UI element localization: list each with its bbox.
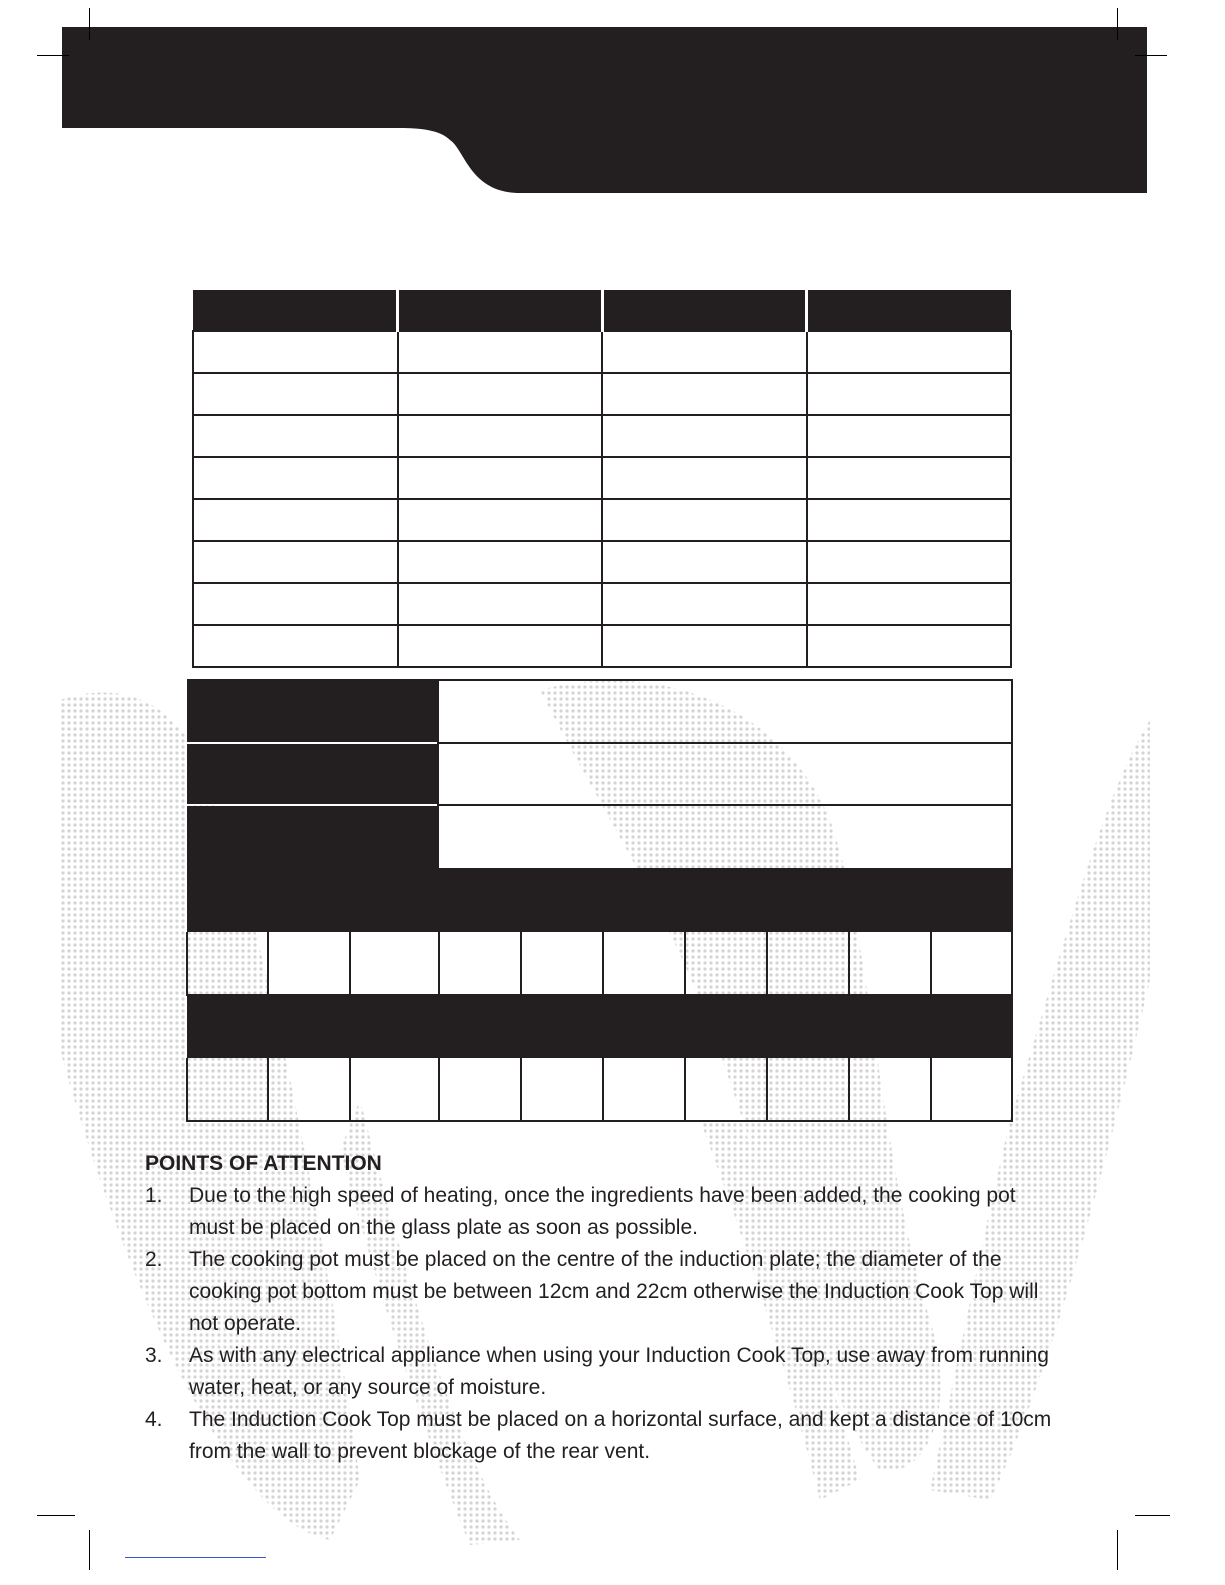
table-cell <box>193 415 398 457</box>
list-text: As with any electrical appliance when using your Induction Cook Top, use away from running water, heat, or any source of moisture. <box>189 1344 1049 1399</box>
level-bar <box>187 996 1013 1058</box>
table-row <box>193 331 1011 373</box>
list-number: 1. <box>145 1184 163 1207</box>
footer-rule <box>125 1557 266 1558</box>
table-row <box>193 373 1011 415</box>
attention-list <box>145 1180 1055 1468</box>
crop-mark <box>1135 1515 1170 1516</box>
list-text: The Induction Cook Top must be placed on a horizontal surface, and kept a distance of 10cm from the wall to prevent blockage of the rear vent. <box>189 1408 1052 1463</box>
table-cell <box>398 583 603 625</box>
table-cell <box>807 373 1012 415</box>
cell-divider <box>1011 1058 1013 1122</box>
cell-divider <box>766 1058 768 1122</box>
table-cell <box>193 625 398 667</box>
table-cell <box>807 583 1012 625</box>
crop-mark <box>37 1515 75 1516</box>
table-row <box>193 541 1011 583</box>
header-banner <box>0 0 1225 200</box>
value-cell <box>437 679 1013 744</box>
crop-mark <box>1117 1530 1118 1570</box>
points-of-attention <box>145 1148 1055 1468</box>
table-cell <box>807 499 1012 541</box>
table-cell <box>193 583 398 625</box>
crop-mark <box>89 8 90 40</box>
table-row <box>193 457 1011 499</box>
value-cell <box>437 804 1013 870</box>
list-number: 2. <box>145 1248 163 1271</box>
cell-divider <box>186 932 188 996</box>
list-number: 4. <box>145 1408 163 1431</box>
table-cell <box>807 415 1012 457</box>
list-item <box>145 1404 1055 1468</box>
cell-divider <box>930 932 932 996</box>
table-cell <box>807 541 1012 583</box>
table-cell <box>193 457 398 499</box>
table-cell <box>807 625 1012 667</box>
label-cell <box>187 679 439 742</box>
table-cell <box>193 373 398 415</box>
list-text: Due to the high speed of heating, once the ingredients have been added, the cooking pot must be placed on the glass plate as soon as possible. <box>189 1184 1016 1239</box>
table-cell <box>193 541 398 583</box>
table-row <box>193 583 1011 625</box>
list-item <box>145 1340 1055 1404</box>
table-cell <box>398 457 603 499</box>
crop-mark <box>1117 8 1118 40</box>
label-cell <box>187 744 439 804</box>
list-number: 3. <box>145 1344 163 1367</box>
spec-table-header-row <box>193 290 1011 331</box>
label-cell <box>187 806 439 870</box>
table-row <box>193 625 1011 667</box>
table-cell <box>602 499 807 541</box>
spec-table <box>192 290 1012 668</box>
table-cell <box>398 541 603 583</box>
cell-divider <box>520 932 522 996</box>
level-bar <box>187 870 1013 932</box>
cell-divider <box>349 1058 351 1122</box>
list-item <box>145 1180 1055 1244</box>
cell-divider <box>349 932 351 996</box>
cell-divider <box>267 1058 269 1122</box>
cell-divider <box>1011 932 1013 996</box>
cell-divider <box>438 1058 440 1122</box>
cell-divider <box>520 1058 522 1122</box>
cell-divider <box>267 932 269 996</box>
table-cell <box>602 583 807 625</box>
spec-table-header-cell <box>807 290 1012 331</box>
list-item <box>145 1244 1055 1340</box>
row-border <box>187 1120 1013 1122</box>
table-cell <box>602 415 807 457</box>
spec-table-header-cell <box>602 290 807 331</box>
table-cell <box>398 415 603 457</box>
table-cell <box>398 331 603 373</box>
table-cell <box>602 373 807 415</box>
table-cell <box>398 625 603 667</box>
value-cell <box>437 742 1013 806</box>
crop-mark <box>1135 55 1167 56</box>
cell-divider <box>930 1058 932 1122</box>
cell-divider <box>438 932 440 996</box>
crop-mark <box>37 55 69 56</box>
table-cell <box>193 331 398 373</box>
cell-divider <box>602 1058 604 1122</box>
spec-table-header-cell <box>193 290 398 331</box>
list-text: The cooking pot must be placed on the centre of the induction plate; the diameter of the cooking pot bottom must be between 12cm and 22cm otherwise the Induction Cook Top will not operate. <box>189 1248 1039 1335</box>
cell-divider <box>848 1058 850 1122</box>
table-cell <box>398 499 603 541</box>
table-cell <box>807 331 1012 373</box>
table-cell <box>602 331 807 373</box>
table-cell <box>807 457 1012 499</box>
table-cell <box>602 457 807 499</box>
table-cell <box>398 373 603 415</box>
table-cell <box>602 625 807 667</box>
crop-mark <box>89 1530 90 1570</box>
cell-divider <box>684 932 686 996</box>
table-cell <box>602 541 807 583</box>
table-row <box>193 499 1011 541</box>
cell-divider <box>684 1058 686 1122</box>
cell-divider <box>848 932 850 996</box>
section-title: POINTS OF ATTENTION <box>145 1152 382 1175</box>
cell-divider <box>602 932 604 996</box>
table-cell <box>193 499 398 541</box>
table-row <box>193 415 1011 457</box>
cell-divider <box>186 1058 188 1122</box>
spec-table-header-cell <box>398 290 603 331</box>
cell-divider <box>766 932 768 996</box>
